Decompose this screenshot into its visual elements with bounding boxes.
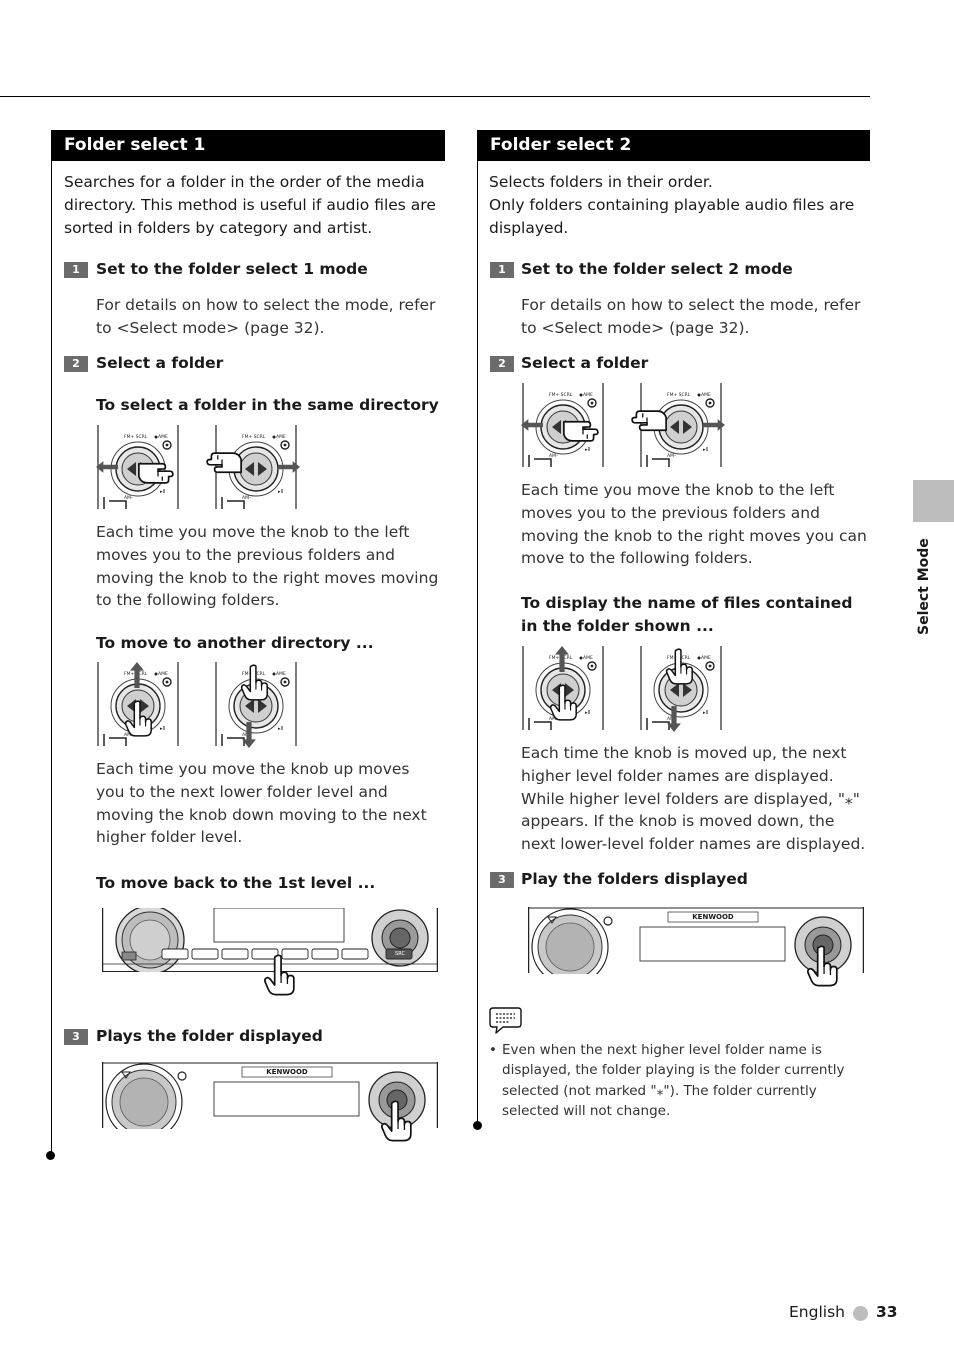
right-step2-title: Select a folder <box>521 354 649 372</box>
same-directory-text: Each time you move the knob to the left moves you to the previous folders and moving the knob to the right moves moving to the following folders. <box>96 523 439 610</box>
note-icon <box>489 1004 523 1036</box>
right-step3-number: 3 <box>490 872 514 888</box>
note-bullet: • <box>489 1042 497 1058</box>
right-column-end-dot <box>473 1121 482 1130</box>
side-tab-label: Select Mode <box>916 538 932 635</box>
faceplate-play-illustration-right <box>528 906 864 990</box>
same-directory-heading: To select a folder in the same directory <box>96 396 439 414</box>
footer-language: English <box>789 1303 845 1321</box>
left-column-end-dot <box>46 1151 55 1160</box>
first-level-heading: To move back to the 1st level ... <box>96 874 376 892</box>
knob-up-illustration <box>96 662 186 748</box>
right-intro-line1: Selects folders in their order. <box>489 173 713 191</box>
faceplate-play-illustration-left <box>102 1061 438 1145</box>
section-heading-folder-select-1: Folder select 1 <box>51 130 445 161</box>
right-intro-line2: Only folders containing playable audio files are displayed. <box>489 196 855 237</box>
knob-up-illustration-2 <box>521 646 611 732</box>
left-step1-number: 1 <box>64 262 88 278</box>
knob-down-illustration-2 <box>639 646 729 732</box>
left-step3-number: 3 <box>64 1029 88 1045</box>
display-names-heading: To display the name of files contained in the folder shown ... <box>521 594 853 635</box>
note-text: Even when the next higher level folder name is displayed, the folder playing is the folder currently selected (not marked "⁎"). The folder currently selected will not change. <box>502 1042 845 1120</box>
src-button-label: SRC <box>395 951 405 957</box>
right-step3-title: Play the folders displayed <box>521 870 748 888</box>
right-step2-text: Each time you move the knob to the left moves you to the previous folders and moving the knob to the right moves you can move to the following folders. <box>521 481 867 568</box>
page-number: 33 <box>876 1303 898 1321</box>
right-step1-title: Set to the folder select 2 mode <box>521 260 793 278</box>
left-step2-title: Select a folder <box>96 354 224 372</box>
right-column-rule <box>477 160 478 1124</box>
left-column-rule <box>51 160 52 1153</box>
display-names-text: Each time the knob is moved up, the next higher level folder names are displayed. While higher level folders are displayed, "⁎" appears. If the knob is moved down, the next lower-level folder names are displayed. <box>521 744 866 854</box>
knob-left-illustration-2 <box>521 383 611 469</box>
footer-dot <box>853 1306 868 1321</box>
right-step1-text: For details on how to select the mode, refer to <Select mode> (page 32). <box>521 296 861 337</box>
knob-right-illustration <box>214 425 304 511</box>
brand-logo-right: KENWOOD <box>692 913 734 921</box>
brand-logo-left: KENWOOD <box>266 1068 308 1076</box>
left-step1-title: Set to the folder select 1 mode <box>96 260 368 278</box>
top-rule <box>0 96 870 97</box>
right-step2-number: 2 <box>490 356 514 372</box>
left-step3-title: Plays the folder displayed <box>96 1027 323 1045</box>
left-step2-number: 2 <box>64 356 88 372</box>
faceplate-src-illustration <box>102 908 438 1003</box>
knob-left-illustration <box>96 425 186 511</box>
knob-down-illustration <box>214 662 304 748</box>
another-directory-heading: To move to another directory ... <box>96 634 374 652</box>
section-heading-folder-select-2: Folder select 2 <box>477 130 870 161</box>
right-step1-number: 1 <box>490 262 514 278</box>
knob-right-illustration-2 <box>639 383 729 469</box>
left-step1-text: For details on how to select the mode, refer to <Select mode> (page 32). <box>96 296 436 337</box>
side-tab <box>913 480 954 522</box>
another-directory-text: Each time you move the knob up moves you to the next lower folder level and moving the knob down moving to the next higher folder level. <box>96 760 427 847</box>
left-intro: Searches for a folder in the order of the media directory. This method is useful if audio files are sorted in folders by category and artist. <box>64 173 436 237</box>
